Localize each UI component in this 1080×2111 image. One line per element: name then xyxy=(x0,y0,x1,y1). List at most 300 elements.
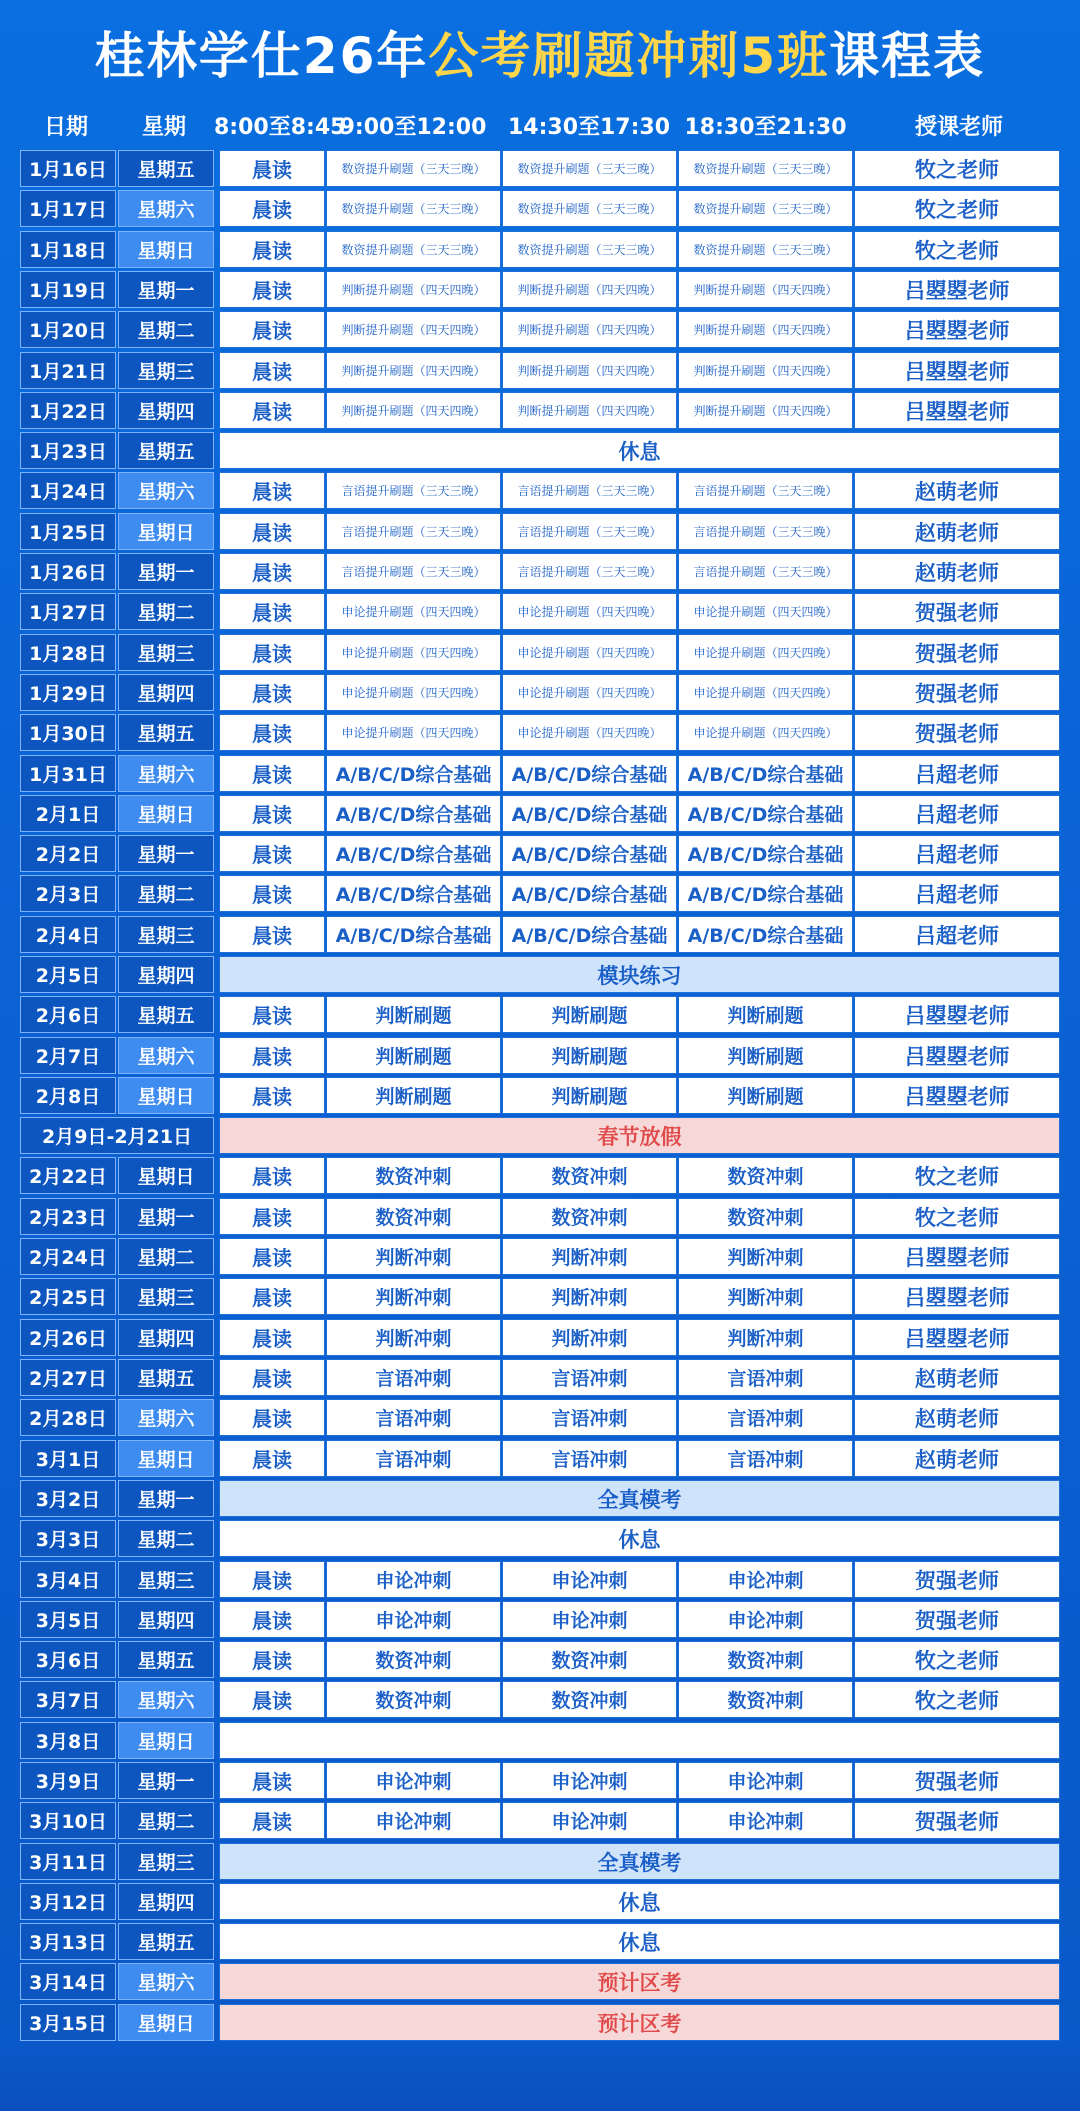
teacher-cell: 牧之老师 xyxy=(854,231,1060,268)
teacher-cell: 吕曌曌老师 xyxy=(854,996,1060,1033)
session-evening-cell: A/B/C/D综合基础 xyxy=(678,875,853,912)
session-afternoon-cell: 数资提升刷题（三天三晚） xyxy=(502,190,677,227)
weekday-cell: 星期六 xyxy=(118,1037,214,1074)
teacher-cell: 赵萌老师 xyxy=(854,1440,1060,1477)
session-morning-cell: 判断冲刺 xyxy=(326,1319,501,1356)
teacher-cell: 吕超老师 xyxy=(854,755,1060,792)
teacher-cell: 赵萌老师 xyxy=(854,1399,1060,1436)
session-morning-cell: A/B/C/D综合基础 xyxy=(326,755,501,792)
weekday-cell: 星期二 xyxy=(118,593,214,630)
date-cell: 3月12日 xyxy=(20,1883,116,1920)
title-highlight: 公考刷题冲刺5班 xyxy=(428,27,830,85)
session-afternoon-cell: 申论冲刺 xyxy=(502,1802,677,1839)
weekday-cell: 星期一 xyxy=(118,1762,214,1799)
morning-reading-cell: 晨读 xyxy=(219,311,325,348)
table-row xyxy=(20,1399,1060,1436)
session-morning-cell: A/B/C/D综合基础 xyxy=(326,835,501,872)
weekday-cell: 星期三 xyxy=(118,352,214,389)
weekday-cell: 星期四 xyxy=(118,1601,214,1638)
morning-reading-cell: 晨读 xyxy=(219,996,325,1033)
teacher-cell: 吕曌曌老师 xyxy=(854,1278,1060,1315)
weekday-cell: 星期二 xyxy=(118,311,214,348)
session-morning-cell: 判断刷题 xyxy=(326,996,501,1033)
weekday-cell: 星期二 xyxy=(118,1520,214,1557)
teacher-cell: 贺强老师 xyxy=(854,1601,1060,1638)
session-morning-cell: 申论提升刷题（四天四晚） xyxy=(326,593,501,630)
session-afternoon-cell: 申论提升刷题（四天四晚） xyxy=(502,593,677,630)
title-part1: 桂林学仕26年 xyxy=(94,27,429,85)
session-evening-cell: 判断提升刷题（四天四晚） xyxy=(678,352,853,389)
table-row xyxy=(20,1157,1060,1194)
teacher-cell: 赵萌老师 xyxy=(854,1359,1060,1396)
weekday-cell: 星期四 xyxy=(118,1883,214,1920)
session-evening-cell: 判断提升刷题（四天四晚） xyxy=(678,271,853,308)
header-date: 日期 xyxy=(43,115,88,140)
session-evening-cell: A/B/C/D综合基础 xyxy=(678,835,853,872)
weekday-cell: 星期二 xyxy=(118,1238,214,1275)
weekday-cell: 星期日 xyxy=(118,231,214,268)
table-row xyxy=(20,1601,1060,1638)
session-morning-cell: 判断提升刷题（四天四晚） xyxy=(326,392,501,429)
date-cell: 3月4日 xyxy=(20,1561,116,1598)
teacher-cell: 牧之老师 xyxy=(854,1157,1060,1194)
span-cell: 预计区考 xyxy=(219,1963,1060,2000)
date-cell: 3月8日 xyxy=(20,1722,116,1759)
session-morning-cell: 言语冲刺 xyxy=(326,1399,501,1436)
date-cell: 3月10日 xyxy=(20,1802,116,1839)
table-row xyxy=(20,392,1060,429)
weekday-cell: 星期二 xyxy=(118,875,214,912)
morning-reading-cell: 晨读 xyxy=(219,1319,325,1356)
table-row xyxy=(20,714,1060,751)
session-afternoon-cell: 言语提升刷题（三天三晚） xyxy=(502,553,677,590)
weekday-cell: 星期六 xyxy=(118,472,214,509)
session-afternoon-cell: 言语冲刺 xyxy=(502,1440,677,1477)
morning-reading-cell: 晨读 xyxy=(219,875,325,912)
teacher-cell: 牧之老师 xyxy=(854,190,1060,227)
page-title xyxy=(0,0,1080,112)
table-row xyxy=(20,1722,1060,1759)
date-cell: 1月27日 xyxy=(20,593,116,630)
weekday-cell: 星期日 xyxy=(118,1157,214,1194)
date-cell: 3月14日 xyxy=(20,1963,116,2000)
session-evening-cell: 判断刷题 xyxy=(678,1077,853,1114)
session-afternoon-cell: 判断刷题 xyxy=(502,1077,677,1114)
date-cell: 1月16日 xyxy=(20,150,116,187)
table-row xyxy=(20,513,1060,550)
weekday-cell: 星期日 xyxy=(118,2004,214,2041)
header-slot2: 9:00至12:00 xyxy=(339,115,487,140)
date-cell: 1月30日 xyxy=(20,714,116,751)
date-cell: 2月26日 xyxy=(20,1319,116,1356)
table-row xyxy=(20,593,1060,630)
table-row xyxy=(20,553,1060,590)
table-row xyxy=(20,1963,1060,2000)
session-afternoon-cell: A/B/C/D综合基础 xyxy=(502,875,677,912)
date-cell: 1月21日 xyxy=(20,352,116,389)
session-evening-cell: 言语提升刷题（三天三晚） xyxy=(678,472,853,509)
session-afternoon-cell: 数资提升刷题（三天三晚） xyxy=(502,150,677,187)
session-morning-cell: 数资提升刷题（三天三晚） xyxy=(326,231,501,268)
teacher-cell: 吕超老师 xyxy=(854,795,1060,832)
morning-reading-cell: 晨读 xyxy=(219,634,325,671)
table-row xyxy=(20,2004,1060,2041)
table-row xyxy=(20,996,1060,1033)
morning-reading-cell: 晨读 xyxy=(219,1198,325,1235)
date-cell: 1月23日 xyxy=(20,432,116,469)
header-slot1: 8:00至8:45 xyxy=(214,115,346,140)
date-cell: 2月27日 xyxy=(20,1359,116,1396)
morning-reading-cell: 晨读 xyxy=(219,1561,325,1598)
weekday-cell: 星期日 xyxy=(118,795,214,832)
weekday-cell: 星期日 xyxy=(118,513,214,550)
session-afternoon-cell: 数资冲刺 xyxy=(502,1157,677,1194)
session-evening-cell: 言语冲刺 xyxy=(678,1399,853,1436)
date-cell: 3月11日 xyxy=(20,1843,116,1880)
weekday-cell: 星期日 xyxy=(118,1440,214,1477)
morning-reading-cell: 晨读 xyxy=(219,1762,325,1799)
date-cell: 2月25日 xyxy=(20,1278,116,1315)
session-evening-cell: 申论提升刷题（四天四晚） xyxy=(678,593,853,630)
weekday-cell: 星期六 xyxy=(118,1399,214,1436)
teacher-cell: 贺强老师 xyxy=(854,1762,1060,1799)
morning-reading-cell: 晨读 xyxy=(219,1238,325,1275)
date-cell: 1月24日 xyxy=(20,472,116,509)
teacher-cell: 牧之老师 xyxy=(854,1641,1060,1678)
schedule-table xyxy=(20,150,1060,2045)
date-cell: 1月22日 xyxy=(20,392,116,429)
morning-reading-cell: 晨读 xyxy=(219,593,325,630)
table-row xyxy=(20,352,1060,389)
date-cell: 1月29日 xyxy=(20,674,116,711)
session-afternoon-cell: 判断提升刷题（四天四晚） xyxy=(502,392,677,429)
date-cell: 2月3日 xyxy=(20,875,116,912)
session-morning-cell: 判断提升刷题（四天四晚） xyxy=(326,311,501,348)
weekday-cell: 星期一 xyxy=(118,553,214,590)
morning-reading-cell: 晨读 xyxy=(219,150,325,187)
session-morning-cell: 数资冲刺 xyxy=(326,1641,501,1678)
session-morning-cell: 数资提升刷题（三天三晚） xyxy=(326,150,501,187)
session-morning-cell: 判断提升刷题（四天四晚） xyxy=(326,271,501,308)
teacher-cell: 贺强老师 xyxy=(854,593,1060,630)
session-morning-cell: 言语提升刷题（三天三晚） xyxy=(326,472,501,509)
date-cell: 2月1日 xyxy=(20,795,116,832)
date-cell: 2月4日 xyxy=(20,916,116,953)
teacher-cell: 吕超老师 xyxy=(854,875,1060,912)
weekday-cell: 星期一 xyxy=(118,1198,214,1235)
session-evening-cell: A/B/C/D综合基础 xyxy=(678,755,853,792)
teacher-cell: 吕曌曌老师 xyxy=(854,271,1060,308)
table-row xyxy=(20,1480,1060,1517)
session-afternoon-cell: 言语提升刷题（三天三晚） xyxy=(502,472,677,509)
morning-reading-cell: 晨读 xyxy=(219,352,325,389)
weekday-cell: 星期四 xyxy=(118,1319,214,1356)
table-row xyxy=(20,1117,1060,1154)
morning-reading-cell: 晨读 xyxy=(219,513,325,550)
session-afternoon-cell: A/B/C/D综合基础 xyxy=(502,835,677,872)
weekday-cell: 星期三 xyxy=(118,634,214,671)
session-morning-cell: 判断刷题 xyxy=(326,1037,501,1074)
session-morning-cell: 申论冲刺 xyxy=(326,1802,501,1839)
table-row xyxy=(20,1641,1060,1678)
session-evening-cell: 判断提升刷题（四天四晚） xyxy=(678,311,853,348)
date-cell: 3月13日 xyxy=(20,1923,116,1960)
table-row xyxy=(20,674,1060,711)
header-teacher: 授课老师 xyxy=(914,115,1003,140)
span-cell: 全真模考 xyxy=(219,1843,1060,1880)
header-week: 星期 xyxy=(141,115,186,140)
session-evening-cell: 言语冲刺 xyxy=(678,1440,853,1477)
session-morning-cell: A/B/C/D综合基础 xyxy=(326,875,501,912)
session-evening-cell: 判断刷题 xyxy=(678,1037,853,1074)
session-morning-cell: 数资提升刷题（三天三晚） xyxy=(326,190,501,227)
table-row xyxy=(20,1319,1060,1356)
table-row xyxy=(20,1883,1060,1920)
table-row xyxy=(20,1762,1060,1799)
session-evening-cell: 数资冲刺 xyxy=(678,1681,853,1718)
session-afternoon-cell: A/B/C/D综合基础 xyxy=(502,795,677,832)
weekday-cell: 星期五 xyxy=(118,714,214,751)
session-morning-cell: 申论冲刺 xyxy=(326,1561,501,1598)
date-cell: 3月9日 xyxy=(20,1762,116,1799)
table-row xyxy=(20,1359,1060,1396)
date-cell: 2月2日 xyxy=(20,835,116,872)
morning-reading-cell: 晨读 xyxy=(219,1601,325,1638)
teacher-cell: 贺强老师 xyxy=(854,1802,1060,1839)
session-afternoon-cell: 判断提升刷题（四天四晚） xyxy=(502,271,677,308)
weekday-cell: 星期五 xyxy=(118,432,214,469)
teacher-cell: 吕曌曌老师 xyxy=(854,352,1060,389)
teacher-cell: 贺强老师 xyxy=(854,674,1060,711)
morning-reading-cell: 晨读 xyxy=(219,472,325,509)
date-cell: 1月19日 xyxy=(20,271,116,308)
bottom-band xyxy=(0,2050,1080,2111)
table-row xyxy=(20,1037,1060,1074)
session-morning-cell: 数资冲刺 xyxy=(326,1157,501,1194)
session-evening-cell: 数资提升刷题（三天三晚） xyxy=(678,190,853,227)
table-row xyxy=(20,875,1060,912)
session-afternoon-cell: 判断刷题 xyxy=(502,1037,677,1074)
teacher-cell: 吕超老师 xyxy=(854,916,1060,953)
session-evening-cell: 言语提升刷题（三天三晚） xyxy=(678,513,853,550)
session-morning-cell: 言语冲刺 xyxy=(326,1440,501,1477)
weekday-cell: 星期三 xyxy=(118,1561,214,1598)
session-afternoon-cell: 申论冲刺 xyxy=(502,1601,677,1638)
session-evening-cell: 数资提升刷题（三天三晚） xyxy=(678,231,853,268)
morning-reading-cell: 晨读 xyxy=(219,1157,325,1194)
span-cell: 休息 xyxy=(219,1883,1060,1920)
session-morning-cell: 判断刷题 xyxy=(326,1077,501,1114)
morning-reading-cell: 晨读 xyxy=(219,795,325,832)
session-afternoon-cell: 判断提升刷题（四天四晚） xyxy=(502,352,677,389)
session-morning-cell: A/B/C/D综合基础 xyxy=(326,795,501,832)
table-row xyxy=(20,311,1060,348)
session-morning-cell: 数资冲刺 xyxy=(326,1198,501,1235)
morning-reading-cell: 晨读 xyxy=(219,392,325,429)
session-afternoon-cell: 数资冲刺 xyxy=(502,1198,677,1235)
morning-reading-cell: 晨读 xyxy=(219,231,325,268)
weekday-cell: 星期六 xyxy=(118,190,214,227)
morning-reading-cell: 晨读 xyxy=(219,1641,325,1678)
morning-reading-cell: 晨读 xyxy=(219,1440,325,1477)
session-evening-cell: 申论冲刺 xyxy=(678,1762,853,1799)
session-evening-cell: 申论提升刷题（四天四晚） xyxy=(678,714,853,751)
teacher-cell: 吕曌曌老师 xyxy=(854,392,1060,429)
morning-reading-cell: 晨读 xyxy=(219,916,325,953)
session-evening-cell: 数资冲刺 xyxy=(678,1641,853,1678)
teacher-cell: 赵萌老师 xyxy=(854,472,1060,509)
session-afternoon-cell: 数资提升刷题（三天三晚） xyxy=(502,231,677,268)
span-cell: 休息 xyxy=(219,1923,1060,1960)
teacher-cell: 吕曌曌老师 xyxy=(854,311,1060,348)
table-row xyxy=(20,755,1060,792)
span-cell: 预计区考 xyxy=(219,2004,1060,2041)
teacher-cell: 吕曌曌老师 xyxy=(854,1037,1060,1074)
span-cell: 全真模考 xyxy=(219,1480,1060,1517)
session-evening-cell: 申论冲刺 xyxy=(678,1601,853,1638)
session-evening-cell: 判断提升刷题（四天四晚） xyxy=(678,392,853,429)
span-cell: 模块练习 xyxy=(219,956,1060,993)
teacher-cell: 贺强老师 xyxy=(854,714,1060,751)
table-row xyxy=(20,231,1060,268)
session-morning-cell: 言语提升刷题（三天三晚） xyxy=(326,513,501,550)
session-evening-cell: A/B/C/D综合基础 xyxy=(678,795,853,832)
teacher-cell: 赵萌老师 xyxy=(854,513,1060,550)
table-row xyxy=(20,271,1060,308)
morning-reading-cell: 晨读 xyxy=(219,1399,325,1436)
session-afternoon-cell: 数资冲刺 xyxy=(502,1681,677,1718)
date-cell: 2月24日 xyxy=(20,1238,116,1275)
session-morning-cell: 数资冲刺 xyxy=(326,1681,501,1718)
session-afternoon-cell: 申论冲刺 xyxy=(502,1762,677,1799)
table-row xyxy=(20,916,1060,953)
table-header xyxy=(18,108,1062,148)
teacher-cell: 吕曌曌老师 xyxy=(854,1077,1060,1114)
weekday-cell: 星期六 xyxy=(118,1963,214,2000)
table-row xyxy=(20,1238,1060,1275)
weekday-cell: 星期五 xyxy=(118,1923,214,1960)
date-cell: 3月7日 xyxy=(20,1681,116,1718)
session-afternoon-cell: 言语冲刺 xyxy=(502,1359,677,1396)
session-afternoon-cell: A/B/C/D综合基础 xyxy=(502,755,677,792)
weekday-cell: 星期五 xyxy=(118,1359,214,1396)
date-cell: 3月2日 xyxy=(20,1480,116,1517)
session-morning-cell: 言语提升刷题（三天三晚） xyxy=(326,553,501,590)
session-morning-cell: 申论提升刷题（四天四晚） xyxy=(326,714,501,751)
weekday-cell: 星期三 xyxy=(118,916,214,953)
date-cell: 2月7日 xyxy=(20,1037,116,1074)
teacher-cell: 吕超老师 xyxy=(854,835,1060,872)
session-afternoon-cell: A/B/C/D综合基础 xyxy=(502,916,677,953)
weekday-cell: 星期一 xyxy=(118,271,214,308)
weekday-cell: 星期六 xyxy=(118,1681,214,1718)
date-cell: 3月6日 xyxy=(20,1641,116,1678)
weekday-cell: 星期日 xyxy=(118,1722,214,1759)
session-morning-cell: 言语冲刺 xyxy=(326,1359,501,1396)
date-cell: 3月5日 xyxy=(20,1601,116,1638)
session-evening-cell: 申论冲刺 xyxy=(678,1802,853,1839)
session-evening-cell: 申论冲刺 xyxy=(678,1561,853,1598)
table-row xyxy=(20,634,1060,671)
date-cell: 2月8日 xyxy=(20,1077,116,1114)
weekday-cell: 星期四 xyxy=(118,956,214,993)
date-cell: 3月15日 xyxy=(20,2004,116,2041)
table-row xyxy=(20,1077,1060,1114)
weekday-cell: 星期四 xyxy=(118,674,214,711)
span-cell: 休息 xyxy=(219,432,1060,469)
session-afternoon-cell: 判断提升刷题（四天四晚） xyxy=(502,311,677,348)
weekday-cell: 星期六 xyxy=(118,755,214,792)
session-evening-cell: 数资冲刺 xyxy=(678,1198,853,1235)
teacher-cell: 牧之老师 xyxy=(854,1198,1060,1235)
date-cell: 3月3日 xyxy=(20,1520,116,1557)
session-afternoon-cell: 判断刷题 xyxy=(502,996,677,1033)
session-evening-cell: 数资冲刺 xyxy=(678,1157,853,1194)
date-cell: 2月28日 xyxy=(20,1399,116,1436)
session-afternoon-cell: 言语提升刷题（三天三晚） xyxy=(502,513,677,550)
weekday-cell: 星期五 xyxy=(118,150,214,187)
table-row xyxy=(20,956,1060,993)
session-morning-cell: 申论提升刷题（四天四晚） xyxy=(326,634,501,671)
session-afternoon-cell: 数资冲刺 xyxy=(502,1641,677,1678)
date-cell: 1月25日 xyxy=(20,513,116,550)
morning-reading-cell: 晨读 xyxy=(219,835,325,872)
teacher-cell: 牧之老师 xyxy=(854,150,1060,187)
session-evening-cell: A/B/C/D综合基础 xyxy=(678,916,853,953)
table-row xyxy=(20,795,1060,832)
date-cell: 1月17日 xyxy=(20,190,116,227)
morning-reading-cell: 晨读 xyxy=(219,674,325,711)
session-evening-cell: 言语提升刷题（三天三晚） xyxy=(678,553,853,590)
weekday-cell: 星期四 xyxy=(118,392,214,429)
table-row xyxy=(20,1802,1060,1839)
date-cell: 1月18日 xyxy=(20,231,116,268)
weekday-cell: 星期三 xyxy=(118,1278,214,1315)
session-afternoon-cell: 申论提升刷题（四天四晚） xyxy=(502,674,677,711)
session-morning-cell: 申论冲刺 xyxy=(326,1601,501,1638)
teacher-cell: 牧之老师 xyxy=(854,1681,1060,1718)
session-afternoon-cell: 申论提升刷题（四天四晚） xyxy=(502,714,677,751)
date-cell: 2月9日-2月21日 xyxy=(20,1117,214,1154)
weekday-cell: 星期一 xyxy=(118,1480,214,1517)
teacher-cell: 贺强老师 xyxy=(854,1561,1060,1598)
weekday-cell: 星期五 xyxy=(118,996,214,1033)
table-row xyxy=(20,1440,1060,1477)
teacher-cell: 吕曌曌老师 xyxy=(854,1238,1060,1275)
date-cell: 1月26日 xyxy=(20,553,116,590)
date-cell: 3月1日 xyxy=(20,1440,116,1477)
morning-reading-cell: 晨读 xyxy=(219,190,325,227)
session-afternoon-cell: 判断冲刺 xyxy=(502,1278,677,1315)
session-evening-cell: 判断刷题 xyxy=(678,996,853,1033)
morning-reading-cell: 晨读 xyxy=(219,553,325,590)
table-row xyxy=(20,1561,1060,1598)
morning-reading-cell: 晨读 xyxy=(219,1077,325,1114)
morning-reading-cell: 晨读 xyxy=(219,1278,325,1315)
table-row xyxy=(20,472,1060,509)
morning-reading-cell: 晨读 xyxy=(219,1037,325,1074)
teacher-cell: 吕曌曌老师 xyxy=(854,1319,1060,1356)
session-evening-cell: 申论提升刷题（四天四晚） xyxy=(678,634,853,671)
table-row xyxy=(20,1198,1060,1235)
session-morning-cell: 申论提升刷题（四天四晚） xyxy=(326,674,501,711)
weekday-cell: 星期日 xyxy=(118,1077,214,1114)
session-evening-cell: 判断冲刺 xyxy=(678,1278,853,1315)
date-cell: 2月6日 xyxy=(20,996,116,1033)
session-afternoon-cell: 判断冲刺 xyxy=(502,1238,677,1275)
table-row xyxy=(20,835,1060,872)
session-afternoon-cell: 申论提升刷题（四天四晚） xyxy=(502,634,677,671)
